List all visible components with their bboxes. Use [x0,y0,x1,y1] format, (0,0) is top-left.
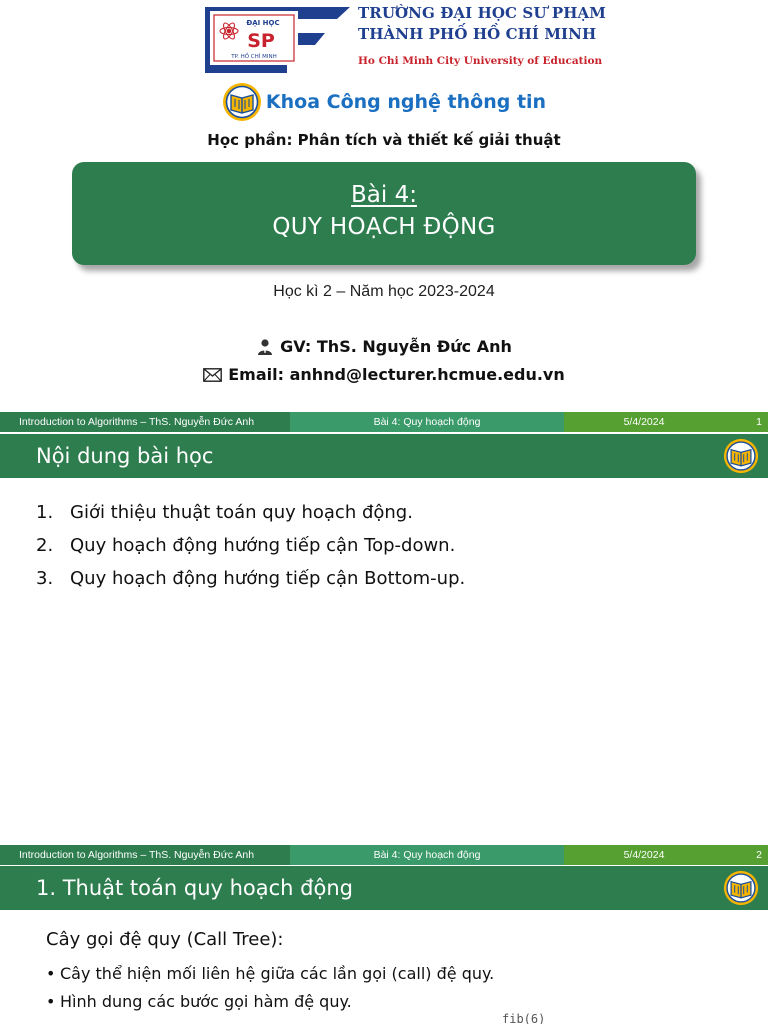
svg-text:TP. HỒ CHÍ MINH: TP. HỒ CHÍ MINH [231,54,277,60]
list-item [46,960,494,988]
bullet-icon: • [46,992,56,1011]
section-subtitle: Cây gọi đệ quy (Call Tree): [46,929,284,950]
call-tree-root-label: fib(6) [502,1012,546,1024]
person-icon [256,338,274,356]
title-slide [0,0,768,410]
lesson-number: Bài 4: [351,182,417,208]
slide-title: Nội dung bài học [36,444,214,468]
university-name-line2: THÀNH PHỐ HỒ CHÍ MINH [358,25,597,43]
slide-title: 1. Thuật toán quy hoạch động [36,876,353,900]
svg-text:ĐẠI HỌC: ĐẠI HỌC [246,19,280,27]
faculty-heading [0,82,768,122]
bullet-icon: • [46,964,56,983]
lecturer-name: GV: ThS. Nguyễn Đức Anh [280,337,512,356]
list-item [36,529,465,562]
book-logo-icon [723,870,759,906]
footer-page-number: 2 [724,845,768,865]
svg-text:SP: SP [247,30,275,52]
footer-date: 5/4/2024 [564,845,724,865]
book-logo-icon [222,82,262,122]
lesson-title-card [72,162,696,265]
list-item-text: Quy hoạch động hướng tiếp cận Top-down. [70,535,456,556]
list-item-number: 2. [36,535,54,556]
university-name-english: Ho Chi Minh City University of Education [358,55,603,67]
slide-header [0,866,768,910]
lecturer-info [0,337,768,356]
slide-footer [0,845,768,865]
lesson-topic: QUY HOẠCH ĐỘNG [272,214,496,240]
list-item-text: Hình dung các bước gọi hàm đệ quy. [60,992,352,1011]
university-name-line1: TRƯỜNG ĐẠI HỌC SƯ PHẠM [358,4,606,22]
hcmue-logo-icon [205,3,350,75]
list-item-number: 3. [36,568,54,589]
footer-page-number: 1 [724,412,768,432]
slide-footer [0,412,768,432]
bullet-list [46,960,494,1016]
semester-info: Học kì 2 – Năm học 2023-2024 [273,283,495,300]
footer-author: Introduction to Algorithms – ThS. Nguyễn Đức Anh [0,412,290,432]
faculty-name: Khoa Công nghệ thông tin [265,91,547,113]
list-item-number: 1. [36,502,54,523]
list-item [46,988,494,1016]
book-logo-icon [723,438,759,474]
list-item [36,562,465,595]
slide-header [0,434,768,478]
email-info [0,365,768,384]
list-item-text: Quy hoạch động hướng tiếp cận Bottom-up. [70,568,466,589]
email-address: Email: anhnd@lecturer.hcmue.edu.vn [228,365,565,384]
envelope-icon [203,368,222,382]
footer-lesson-title: Bài 4: Quy hoạch động [290,412,564,432]
list-item-text: Giới thiệu thuật toán quy hoạch động. [70,502,413,523]
list-item-text: Cây thể hiện mối liên hệ giữa các lần gọi (call) đệ quy. [60,964,495,983]
table-of-contents [36,496,465,595]
course-title: Học phần: Phân tích và thiết kế giải thuật [207,131,561,149]
footer-lesson-title: Bài 4: Quy hoạch động [290,845,564,865]
list-item [36,496,465,529]
footer-date: 5/4/2024 [564,412,724,432]
footer-author: Introduction to Algorithms – ThS. Nguyễn Đức Anh [0,845,290,865]
